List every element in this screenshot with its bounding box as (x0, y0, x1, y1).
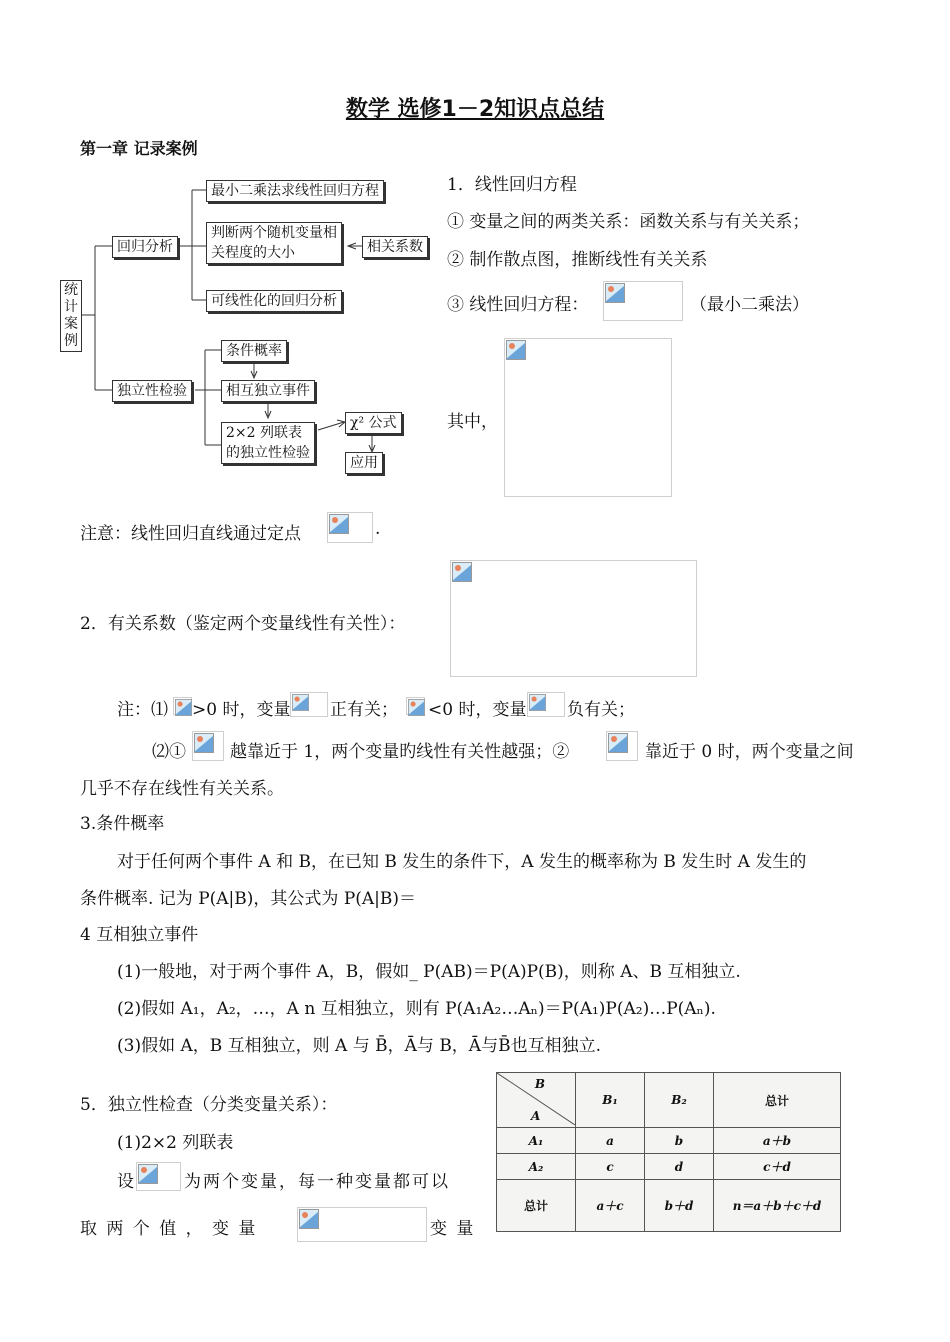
section-3-heading: 3.条件概率 (80, 814, 165, 834)
table-cell: a (576, 1128, 645, 1154)
table-row (497, 1180, 841, 1232)
table-corner-cell (497, 1073, 576, 1128)
broken-image-icon (175, 699, 192, 716)
where-label: 其中， (447, 412, 498, 432)
corner-label-b: B (534, 1077, 545, 1091)
variable-values-image (297, 1207, 427, 1242)
broken-image-icon (506, 340, 526, 360)
note-2-b: 靠近于 0 时，两个变量之间 (645, 742, 854, 762)
node-regression-analysis: 回归分析 (112, 236, 178, 258)
node-contingency-table: 2×2 列联表 的独立性检验 (221, 422, 315, 464)
broken-image-icon (138, 1164, 158, 1184)
broken-image-icon (329, 514, 349, 534)
note-2-a: 越靠近于 1，两个变量旳线性有关性越强；② (230, 742, 570, 762)
node-statistics-cases: 统计案例 (60, 280, 82, 352)
broken-image-icon (605, 283, 625, 303)
broken-image-icon (408, 699, 425, 716)
node-conditional-probability: 条件概率 (221, 340, 287, 362)
section-3-para-1: 对于任何两个事件 A 和 B，在已知 B 发生的条件下，A 发生的概率称为 B 发生时 A 发生的 (117, 852, 807, 872)
broken-image-icon (452, 562, 472, 582)
section-3-para-2: 条件概率. 记为 P(A|B)，其公式为 P(A|B)＝ (80, 889, 417, 909)
table-header-row (497, 1073, 841, 1128)
broken-image-icon (299, 1209, 319, 1229)
node-chi-square-formula: χ² 公式 (345, 412, 402, 434)
node-independence-test: 独立性检验 (112, 380, 192, 402)
note-1-a: >0 时，变量 (192, 700, 291, 720)
section-4-item-1: (1)一般地，对于两个事件 A，B，假如_ P(AB)＝P(A)P(B)，则称 A、B 互相独立. (117, 962, 741, 982)
node-least-squares: 最小二乘法求线性回归方程 (206, 180, 384, 202)
section-5-p2-b: 变 量 (430, 1219, 476, 1239)
broken-image-icon (529, 694, 546, 711)
note-2-prefix: ⑵① (152, 742, 186, 762)
section-4-item-2: (2)假如 A₁，A₂，…，A n 互相独立，则有 P(A₁A₂…Aₙ)＝P(A₁)P(A₂)…P(Aₙ). (117, 999, 716, 1019)
table-cell: b (645, 1128, 714, 1154)
corner-label-a: A (531, 1109, 541, 1123)
node-linearizable-regression: 可线性化的回归分析 (206, 290, 342, 312)
table-cell: b＋d (645, 1180, 714, 1232)
section-1-line-3-suffix: （最小二乘法） (690, 295, 809, 315)
r-image-1 (173, 697, 192, 715)
page-title: 数学 选修1－2知识点总结 (345, 97, 605, 122)
broken-image-icon (194, 733, 214, 753)
table-row (497, 1154, 841, 1180)
coefficient-formula-image (504, 338, 672, 497)
table-cell: A₁ (497, 1128, 576, 1154)
abs-r-image-2 (606, 731, 638, 761)
table-cell: c (576, 1154, 645, 1180)
table-cell: A₂ (497, 1154, 576, 1180)
note-1-c: <0 时，变量 (428, 700, 527, 720)
section-1-line-2: ② 制作散点图，推断线性有关关系 (447, 250, 708, 270)
node-application: 应用 (345, 452, 383, 474)
table-cell: a＋b (714, 1128, 841, 1154)
section-4-item-3: (3)假如 A，B 互相独立，则 A 与 B̄，Ā与 B，Ā与B̄也互相独立. (117, 1036, 601, 1056)
section-5-p1-a: 设 (117, 1172, 134, 1192)
note-2-c: 几乎不存在线性有关关系。 (80, 779, 284, 799)
section-1-line-1: ① 变量之间的两类关系：函数关系与有关关系； (447, 212, 810, 232)
xy-variables-image (136, 1162, 181, 1191)
note-fixed-point: 注意：线性回归直线通过定点 (80, 524, 301, 544)
section-4-heading: 4 互相独立事件 (80, 925, 199, 945)
table-cell: c＋d (714, 1154, 841, 1180)
note-period: . (375, 519, 381, 539)
table-cell: 总计 (497, 1180, 576, 1232)
node-correlation-coefficient: 相关系数 (362, 236, 428, 258)
broken-image-icon (608, 733, 628, 753)
note-1-prefix: 注：⑴ (117, 700, 168, 720)
section-5-p1-b: 为两个变量，每一种变量都可以 (184, 1172, 450, 1192)
table-header-cell: 总计 (714, 1073, 841, 1128)
section-2-heading: 2．有关系数（鉴定两个变量线性有关性）： (80, 614, 406, 634)
table-cell: d (645, 1154, 714, 1180)
abs-r-image-1 (192, 731, 224, 761)
section-5-p2-a: 取 两 个 值 ， 变 量 (80, 1219, 258, 1239)
table-cell: n＝a＋b＋c＋d (714, 1180, 841, 1232)
regression-equation-image (603, 281, 683, 321)
table-cell: a＋c (576, 1180, 645, 1232)
section-5-heading: 5．独立性检查（分类变量关系）： (80, 1095, 338, 1115)
section-5-subheading: (1)2×2 列联表 (117, 1133, 234, 1153)
table-header-cell: B₁ (576, 1073, 645, 1128)
note-1-b: 正有关； (330, 700, 398, 720)
chapter-heading: 第一章 记录案例 (80, 139, 198, 158)
section-1-heading: 1．线性回归方程 (447, 175, 577, 195)
broken-image-icon (292, 694, 309, 711)
table-row (497, 1128, 841, 1154)
r-image-2 (406, 697, 425, 715)
xy-image-2 (527, 692, 565, 717)
note-1-d: 负有关； (567, 700, 635, 720)
contingency-table (496, 1072, 841, 1232)
node-judge-correlation: 判断两个随机变量相 关程度的大小 (206, 222, 342, 264)
correlation-formula-image (450, 560, 697, 677)
section-1-line-3: ③ 线性回归方程： (447, 295, 589, 315)
table-header-cell: B₂ (645, 1073, 714, 1128)
xy-image-1 (290, 692, 328, 717)
fixed-point-image (327, 512, 373, 543)
node-independent-events: 相互独立事件 (221, 380, 315, 402)
